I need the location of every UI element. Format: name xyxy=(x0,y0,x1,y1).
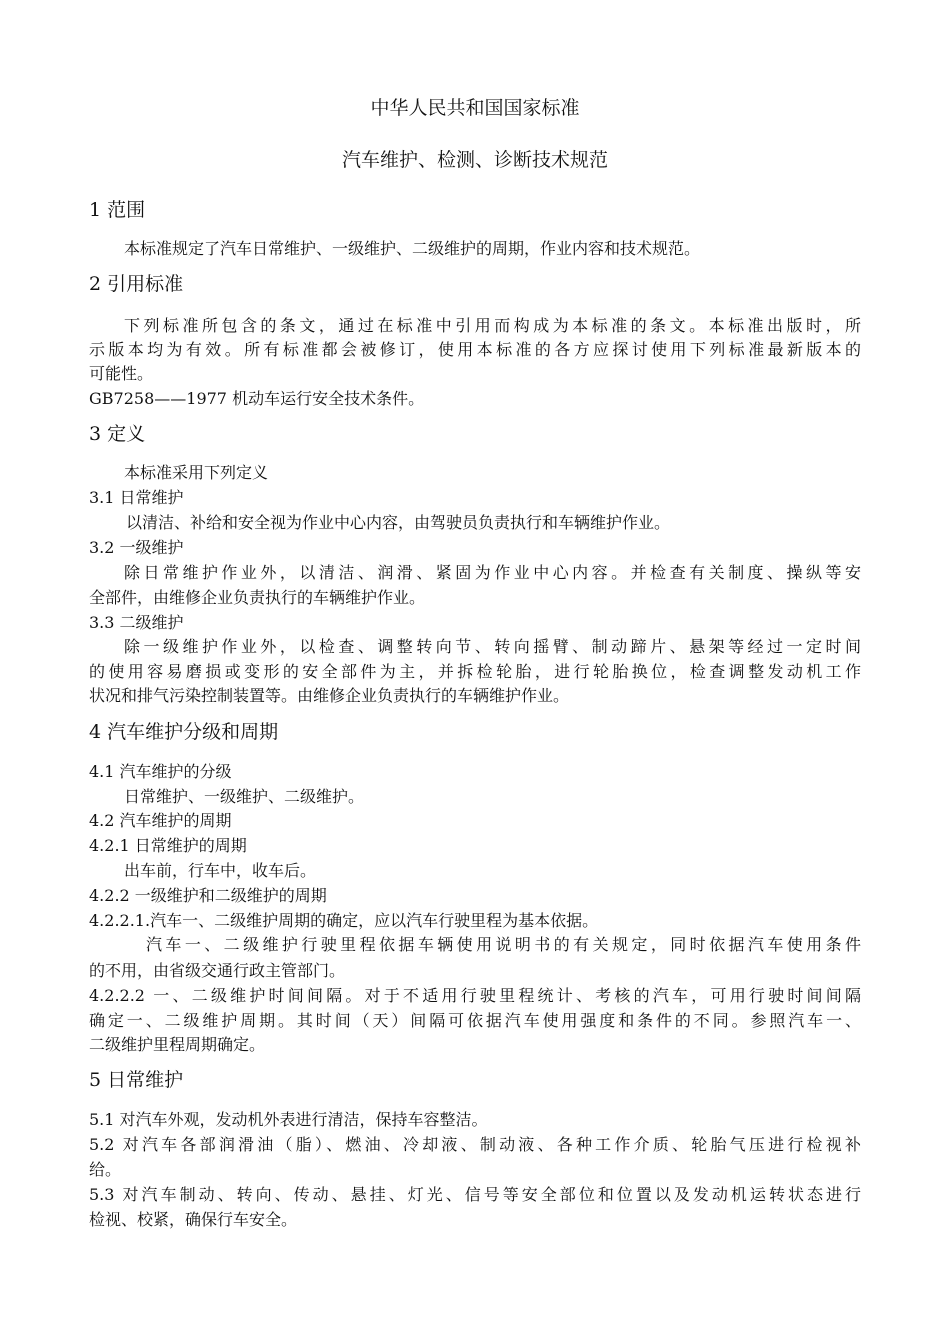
paragraph-line: 的使用容易磨损或变形的安全部件为主，并拆检轮胎，进行轮胎换位，检查调整发动机工作 xyxy=(89,662,861,681)
paragraph-line: 出车前，行车中，收车后。 xyxy=(124,861,317,880)
paragraph-line: 除一级维护作业外，以检查、调整转向节、转向摇臂、制动蹄片、悬架等经过一定时间 xyxy=(124,637,861,656)
paragraph-line: 以清洁、补给和安全视为作业中心内容，由驾驶员负责执行和车辆维护作业。 xyxy=(126,513,671,532)
subsection-heading: 4.1 汽车维护的分级 xyxy=(89,762,232,781)
paragraph-line: 除日常维护作业外，以清洁、润滑、紧固为作业中心内容。并检查有关制度、操纵等安 xyxy=(124,563,861,582)
section-heading-classification: 4 汽车维护分级和周期 xyxy=(89,721,279,743)
subsection-heading: 4.2 汽车维护的周期 xyxy=(89,811,232,830)
paragraph-line: 给。 xyxy=(89,1160,122,1179)
section-heading-scope: 1 范围 xyxy=(89,199,146,221)
paragraph-line: 本标准采用下列定义 xyxy=(124,463,269,482)
section-heading-definitions: 3 定义 xyxy=(89,423,146,445)
paragraph-line: 下列标准所包含的条文，通过在标准中引用而构成为本标准的条文。本标准出版时，所 xyxy=(124,316,861,335)
subsection-heading: 4.2.2 一级维护和二级维护的周期 xyxy=(89,886,327,905)
section-heading-references: 2 引用标准 xyxy=(89,273,184,295)
section-heading-daily-maintenance: 5 日常维护 xyxy=(89,1069,184,1091)
paragraph-line: 二级维护里程周期确定。 xyxy=(89,1035,266,1054)
paragraph-line: 本标准规定了汽车日常维护、一级维护、二级维护的周期，作业内容和技术规范。 xyxy=(124,239,701,258)
paragraph-line: 检视、校紧，确保行车安全。 xyxy=(89,1210,298,1229)
document-subtitle: 汽车维护、检测、诊断技术规范 xyxy=(341,149,608,171)
subsection-heading: 4.2.1 日常维护的周期 xyxy=(89,836,247,855)
paragraph-line: 4.2.2.1.汽车一、二级维护周期的确定，应以汽车行驶里程为基本依据。 xyxy=(89,911,599,930)
reference-item: GB7258——1977 机动车运行安全技术条件。 xyxy=(89,389,425,408)
paragraph-line: 5.1 对汽车外观，发动机外表进行清洁，保持车容整洁。 xyxy=(89,1110,488,1129)
paragraph-line: 全部件，由维修企业负责执行的车辆维护作业。 xyxy=(89,588,426,607)
paragraph-line: 汽车一、二级维护行驶里程依据车辆使用说明书的有关规定，同时依据汽车使用条件 xyxy=(146,935,861,954)
paragraph-line: 5.2 对汽车各部润滑油（脂）、燃油、冷却液、制动液、各种工作介质、轮胎气压进行检视补 xyxy=(89,1135,861,1154)
subsection-heading: 3.1 日常维护 xyxy=(89,488,184,507)
paragraph-line: 日常维护、一级维护、二级维护。 xyxy=(124,787,365,806)
paragraph-line: 确定一、二级维护周期。其时间（天）间隔可依据汽车使用强度和条件的不同。参照汽车一、 xyxy=(89,1011,861,1030)
document-title: 中华人民共和国国家标准 xyxy=(370,97,580,119)
subsection-heading: 3.2 一级维护 xyxy=(89,538,184,557)
paragraph-line: 5.3 对汽车制动、转向、传动、悬挂、灯光、信号等安全部位和位置以及发动机运转状态进行 xyxy=(89,1185,861,1204)
paragraph-line: 状况和排气污染控制装置等。由维修企业负责执行的车辆维护作业。 xyxy=(89,686,570,705)
paragraph-line: 4.2.2.2 一、二级维护时间间隔。对于不适用行驶里程统计、考核的汽车，可用行驶时间间隔 xyxy=(89,986,861,1005)
subsection-heading: 3.3 二级维护 xyxy=(89,613,184,632)
paragraph-line: 可能性。 xyxy=(89,364,154,383)
paragraph-line: 的不用，由省级交通行政主管部门。 xyxy=(89,961,346,980)
paragraph-line: 示版本均为有效。所有标准都会被修订，使用本标准的各方应探讨使用下列标准最新版本的 xyxy=(89,340,861,359)
